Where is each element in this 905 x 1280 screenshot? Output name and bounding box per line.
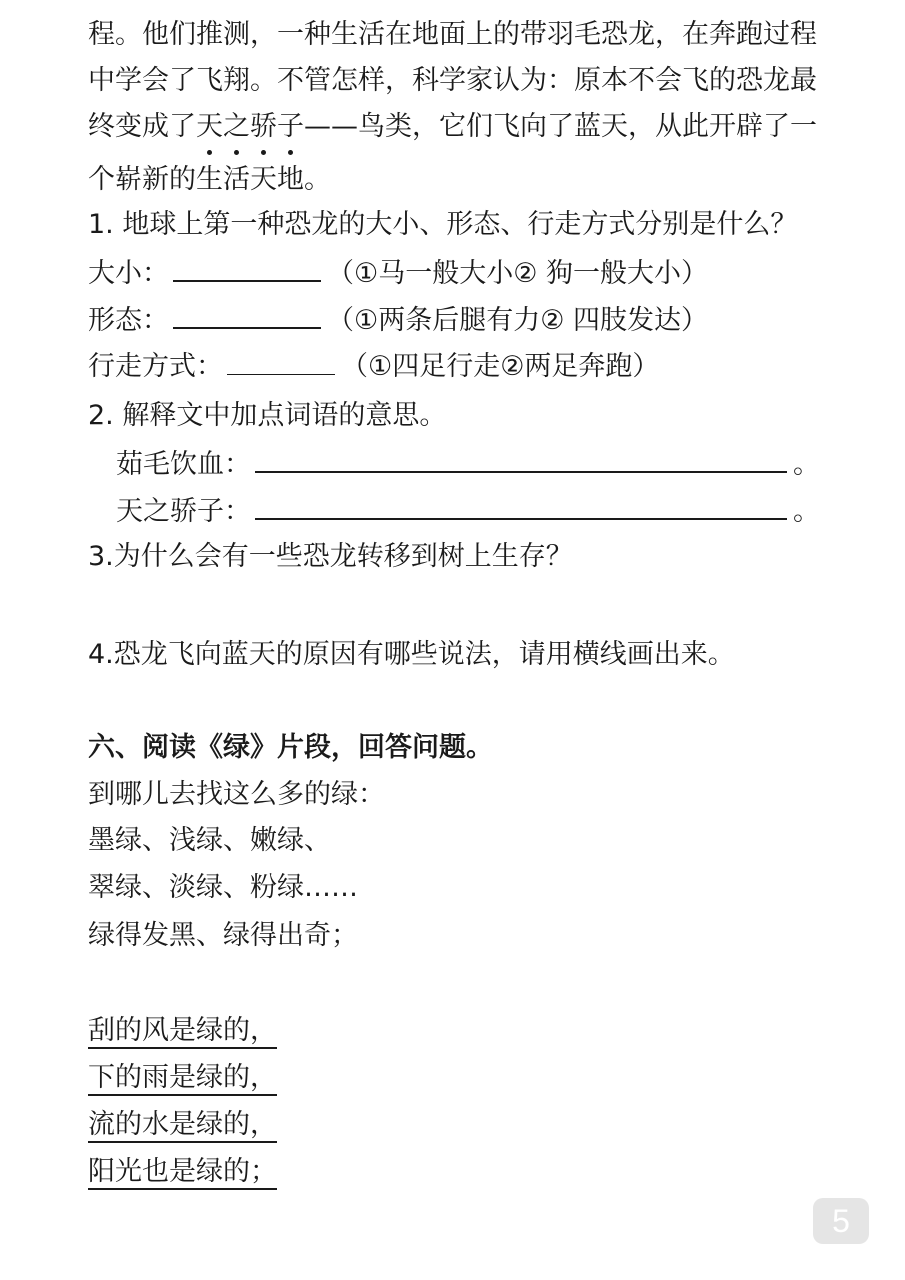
dotted-char: 骄	[250, 111, 277, 142]
shape-answer-blank[interactable]	[173, 303, 321, 329]
term-1-answer-blank[interactable]	[255, 447, 787, 473]
question-1-shape-row	[88, 303, 708, 338]
poem-line: 墨绿、浅绿、嫩绿、	[88, 825, 331, 856]
walk-answer-blank[interactable]	[227, 350, 335, 375]
question-1-walk-row	[88, 350, 659, 384]
passage-line-3	[88, 110, 817, 144]
poem-underlined-line: 阳光也是绿的；	[88, 1156, 277, 1187]
passage-line-1: 程。他们推测，一种生活在地面上的带羽毛恐龙，在奔跑过程	[88, 19, 817, 50]
question-2-term-1-row	[116, 447, 820, 482]
size-options: （①马一般大小② 狗一般大小）	[327, 258, 708, 289]
passage-line-3-suffix: ——鸟类，它们飞向了蓝天，从此开辟了一	[304, 111, 817, 142]
term-2-end-mark: 。	[793, 496, 820, 527]
walk-options: （①四足行走②两足奔跑）	[341, 351, 660, 382]
section-6-heading: 六、阅读《绿》片段，回答问题。	[88, 732, 493, 763]
dotted-char: 天	[196, 111, 223, 142]
poem-line: 翠绿、淡绿、粉绿……	[88, 872, 358, 903]
passage-line-2: 中学会了飞翔。不管怎样，科学家认为：原本不会飞的恐龙最	[88, 65, 817, 96]
shape-options: （①两条后腿有力② 四肢发达）	[327, 305, 708, 336]
question-4-title: 4.恐龙飞向蓝天的原因有哪些说法，请用横线画出来。	[88, 639, 735, 670]
question-2-title: 2. 解释文中加点词语的意思。	[88, 400, 447, 431]
page-number-badge: 5	[813, 1198, 869, 1244]
shape-label: 形态：	[88, 305, 169, 336]
question-3-title: 3.为什么会有一些恐龙转移到树上生存？	[88, 541, 573, 572]
poem-underlined-line: 流的水是绿的，	[88, 1109, 277, 1140]
question-1-size-row	[88, 256, 708, 291]
question-2-term-2-row	[116, 494, 820, 529]
dotted-char: 子	[277, 111, 304, 142]
question-1-title: 1. 地球上第一种恐龙的大小、形态、行走方式分别是什么？	[88, 209, 798, 240]
poem-line: 到哪儿去找这么多的绿：	[88, 779, 385, 810]
term-2-label: 天之骄子：	[116, 496, 251, 527]
poem-line: 绿得发黑、绿得出奇；	[88, 920, 358, 951]
term-1-label: 茹毛饮血：	[116, 449, 251, 480]
term-2-answer-blank[interactable]	[255, 494, 787, 520]
poem-underlined-line: 刮的风是绿的，	[88, 1015, 277, 1046]
size-label: 大小：	[88, 258, 169, 289]
term-1-end-mark: 。	[793, 449, 820, 480]
dotted-char: 之	[223, 111, 250, 142]
walk-label: 行走方式：	[88, 351, 223, 382]
size-answer-blank[interactable]	[173, 256, 321, 282]
passage-line-3-prefix: 终变成了	[88, 111, 196, 142]
passage-line-4: 个崭新的生活天地。	[88, 164, 331, 195]
poem-underlined-line: 下的雨是绿的，	[88, 1062, 277, 1093]
